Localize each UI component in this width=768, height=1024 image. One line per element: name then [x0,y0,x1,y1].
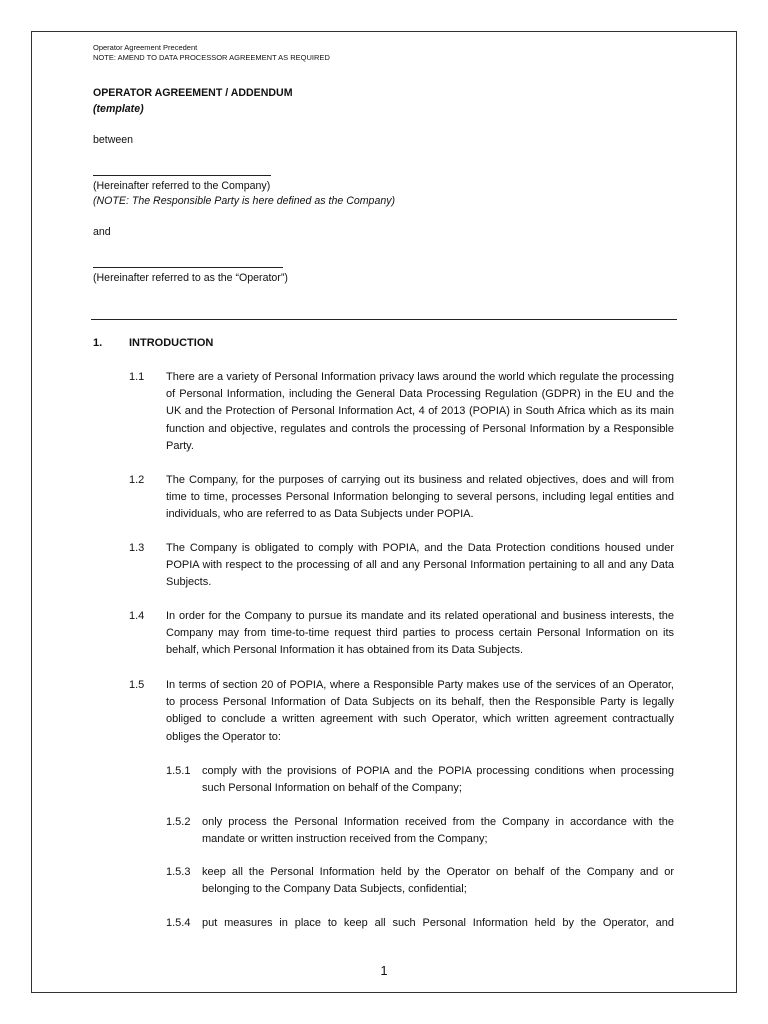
subclause-number: 1.5.2 [166,816,191,828]
subclause-text: comply with the provisions of POPIA and the POPIA processing conditions when processing such Personal Information on behalf of the Company; [202,765,674,795]
company-note: (NOTE: The Responsible Party is here defined as the Company) [93,195,396,207]
header-note-title: Operator Agreement Precedent [93,43,198,52]
subclause-number: 1.5.4 [166,917,191,929]
clause-text: In terms of section 20 of POPIA, where a Responsible Party makes use of the services of an Operator, to process Personal Information of Data Subjects on its behalf, then the Responsible Party is legally obliged to conclude a written agreement with such Operator, which written agreement contractually obliges the Operator to: [166,679,674,743]
subclause-text: only process the Personal Information received from the Company in accordance with the mandate or written instruction received from the Company; [202,816,674,846]
clause-number: 1.5 [129,679,145,691]
page-number: 1 [380,963,388,978]
between-label: between [93,134,134,146]
header-note-amend: NOTE: AMEND TO DATA PROCESSOR AGREEMENT AS REQUIRED [93,53,330,62]
and-label: and [93,226,111,238]
section-heading: INTRODUCTION [129,337,214,349]
clause-text: The Company is obligated to comply with POPIA, and the Data Protection conditions housed under POPIA with respect to the processing of all and any Personal Information pertaining to all and any Data Subjects. [166,542,674,589]
document-subtitle: (template) [93,103,144,115]
clause-number: 1.4 [129,610,145,622]
clause-number: 1.2 [129,474,145,486]
company-reference: (Hereinafter referred to the Company) [93,180,271,192]
section-divider [91,319,677,320]
subclause-number: 1.5.1 [166,765,191,777]
clause-text: The Company, for the purposes of carrying out its business and related objectives, does and will from time to time, processes Personal Information belonging to several persons, including legal entities and individuals, who are referred to as Data Subjects under POPIA. [166,474,674,521]
operator-reference: (Hereinafter referred to as the “Operator”) [93,272,288,284]
subclause-number: 1.5.3 [166,866,191,878]
clause-text: There are a variety of Personal Information privacy laws around the world which regulate the processing of Personal Information, including the General Data Processing Regulation (GDPR) in the EU and the UK and the Protection of Personal Information Act, 4 of 2013 (POPIA) in South Africa which as its main function and objective, regulates and controls the processing of Personal Information by a Responsible Party. [166,371,674,452]
company-name-blank [93,175,271,176]
subclause-text: keep all the Personal Information held by the Operator on behalf of the Company and or belonging to the Company Data Subjects, confidential; [202,866,674,896]
section-number: 1. [93,337,103,349]
subclause-text: put measures in place to keep all such Personal Information held by the Operator, and [202,917,674,929]
clause-number: 1.1 [129,371,145,383]
clause-number: 1.3 [129,542,145,554]
document-title: OPERATOR AGREEMENT / ADDENDUM [93,87,293,99]
clause-text: In order for the Company to pursue its mandate and its related operational and business interests, the Company may from time-to-time request third parties to process certain Personal Information on its behalf, which Personal Information it has obtained from its Data Subjects. [166,610,674,657]
operator-name-blank [93,267,283,268]
